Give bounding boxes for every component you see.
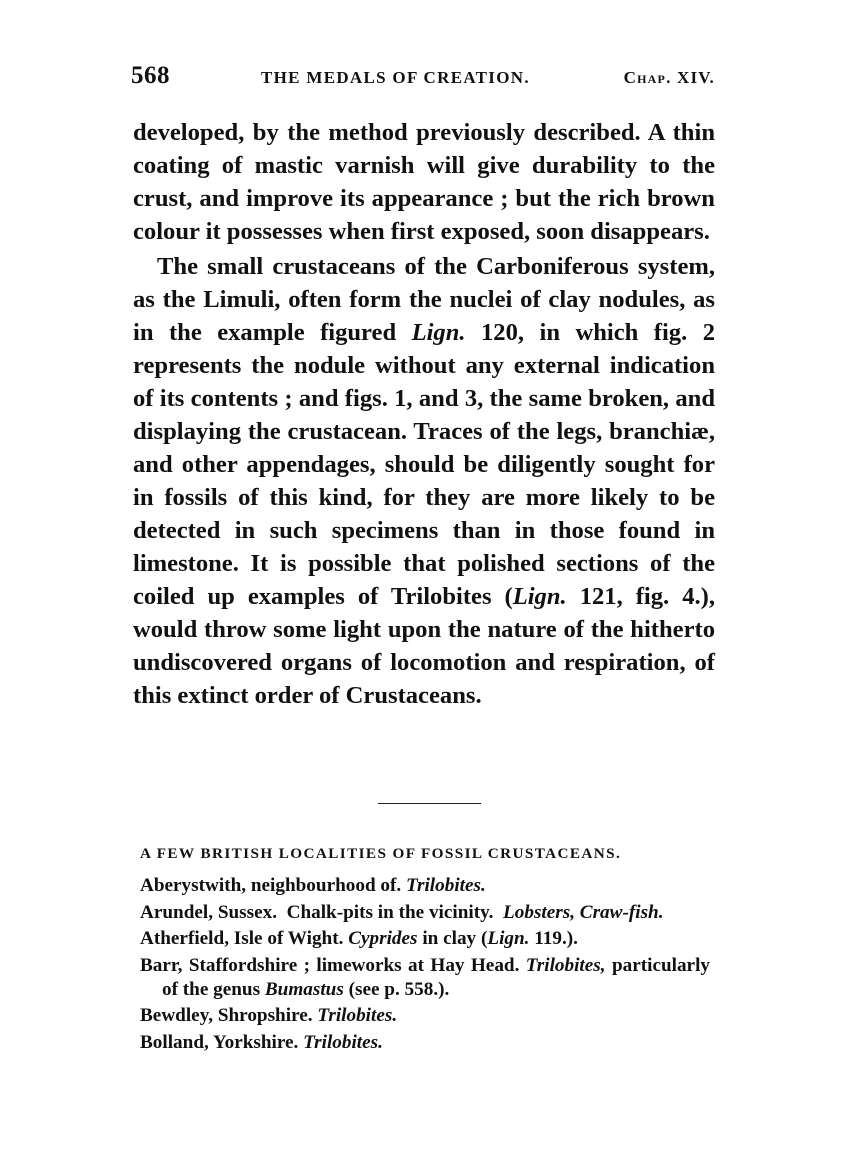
body-text <box>133 116 715 712</box>
paragraph-1: developed, by the method previously described. A thin coating of mastic varnish will give durability to the crust, and improve its appearance ; but the rich brown colour it possesses when first exposed, soon disappears. <box>133 119 715 245</box>
locality-fossil: Lobsters, Craw-fish. <box>503 901 664 923</box>
locality-note: 119.). <box>529 928 578 949</box>
running-title: THE MEDALS OF CREATION. <box>261 68 530 87</box>
locality-place: Bolland, Yorkshire. <box>140 1031 299 1053</box>
locality-place: Aberystwith, neighbourhood of. <box>140 875 402 896</box>
localities-list <box>140 874 710 1057</box>
paragraph-2 <box>133 250 715 712</box>
lign-reference: Lign. <box>487 928 530 949</box>
page-number: 568 <box>131 62 170 89</box>
locality-place: Atherfield, Isle of Wight. <box>140 928 344 949</box>
list-item <box>140 874 710 898</box>
locality-fossil: Trilobites, <box>525 954 606 976</box>
list-item <box>140 927 710 951</box>
running-header <box>131 62 715 92</box>
locality-fossil: Trilobites. <box>303 1031 383 1053</box>
locality-place: Arundel, Sussex. <box>140 901 278 923</box>
section-heading: A FEW BRITISH LOCALITIES OF FOSSIL CRUSTACEANS. <box>140 845 622 862</box>
chapter-label: Chap. XIV. <box>623 68 715 87</box>
lign-reference-2: Lign. <box>512 583 567 610</box>
locality-place: Bewdley, Shropshire. <box>140 1005 313 1026</box>
locality-place: Barr, Staffordshire ; <box>140 954 310 976</box>
locality-fossil: Trilobites. <box>317 1005 398 1026</box>
locality-note: in clay ( <box>417 928 488 949</box>
locality-note: Chalk-pits in the vicinity. <box>286 901 494 923</box>
paragraph-2-part-2: 120, in which fig. 2 represents the nodule without any external indication of its contents ; and figs. 1, and 3, the same broken, and displaying the crustacean. Traces of the legs, branchiæ, and other appendages, should be diligently sought for in fossils of this kind, for they are more likely to be detected in such specimens than in those found in limestone. It is possible that polished sections of the coiled up examples of Trilobites ( <box>133 319 715 610</box>
locality-note: limeworks at Hay Head. <box>316 954 520 976</box>
locality-fossil: Cyprides <box>348 928 418 949</box>
paragraph-2-part-3: 121, fig. 4.), would throw some light upon the nature of the hitherto undiscovered organs of locomotion and respiration, of this extinct order of Crustaceans. <box>133 583 715 709</box>
locality-note: (see p. 558.). <box>343 978 450 1000</box>
genus-name: Bumastus <box>264 978 344 1000</box>
paragraph-2-part-1: The small crustaceans of the Carboniferous system, as the Limuli, often form the nuclei of clay nodules, as in the example figured <box>133 253 715 346</box>
lign-reference-1: Lign. <box>411 319 466 346</box>
list-item <box>140 901 710 925</box>
list-item <box>140 1031 710 1055</box>
locality-note: particularly of the genus <box>162 954 711 1000</box>
locality-fossil: Trilobites. <box>406 875 486 896</box>
list-item <box>140 954 710 1002</box>
section-divider <box>378 803 481 804</box>
list-item <box>140 1004 710 1028</box>
